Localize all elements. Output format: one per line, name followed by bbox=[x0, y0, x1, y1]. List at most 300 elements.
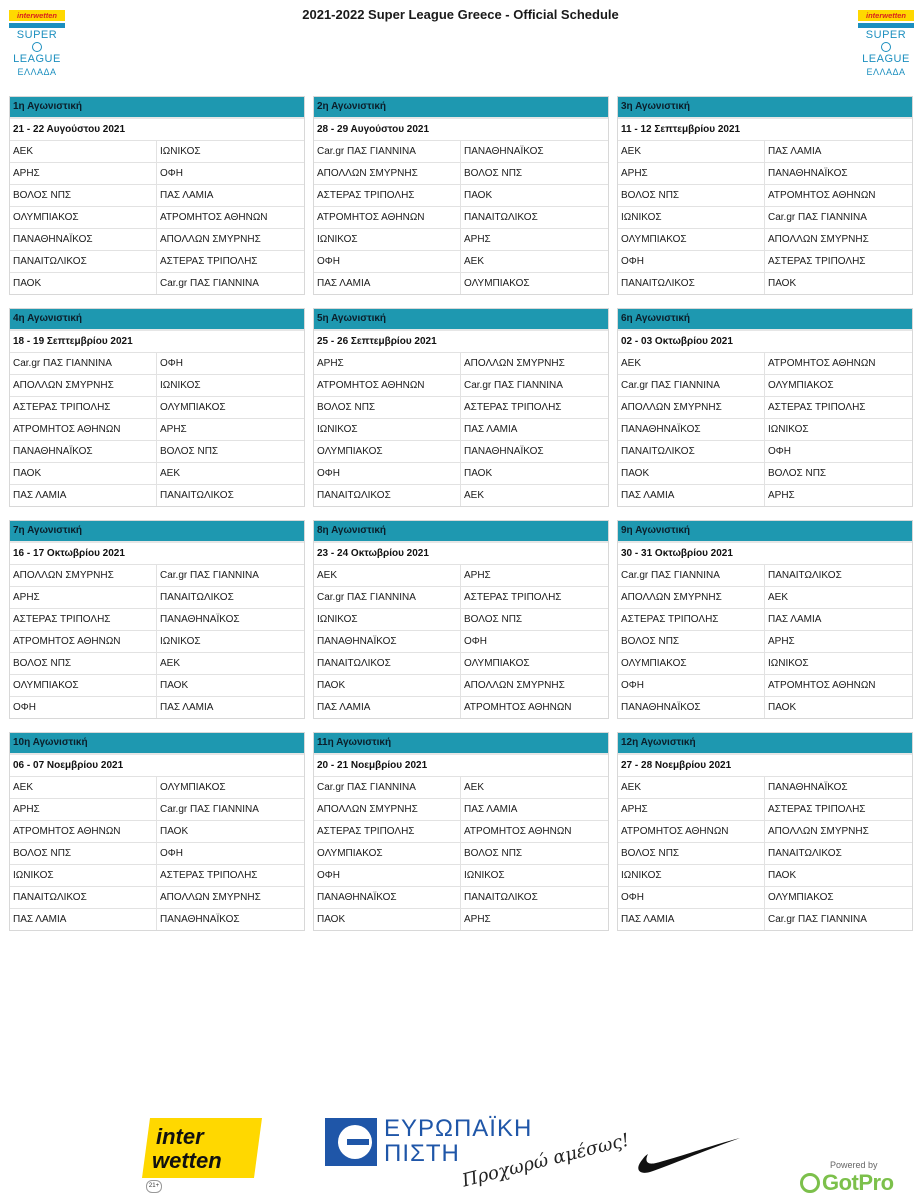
round-title: 9η Αγωνιστική bbox=[618, 521, 912, 543]
match-row bbox=[618, 565, 912, 587]
home-team: ΑΠΟΛΛΩΝ ΣΜΥΡΝΗΣ bbox=[10, 375, 157, 396]
match-row bbox=[618, 229, 912, 251]
match-row bbox=[314, 251, 608, 273]
page-title: 2021-2022 Super League Greece - Official Schedule bbox=[302, 7, 619, 22]
home-team: ΑΠΟΛΛΩΝ ΣΜΥΡΝΗΣ bbox=[314, 163, 461, 184]
interwetten-logo-line1: inter bbox=[156, 1124, 204, 1149]
home-team: ΙΩΝΙΚΟΣ bbox=[618, 865, 765, 886]
away-team: ΑΡΗΣ bbox=[464, 234, 491, 245]
match-row bbox=[618, 419, 912, 441]
match-row bbox=[618, 353, 912, 375]
logo-word-ellada: ΕΛΛΑΔΑ bbox=[17, 67, 57, 77]
round-date: 02 - 03 Οκτωβρίου 2021 bbox=[618, 331, 912, 353]
round-title: 2η Αγωνιστική bbox=[314, 97, 608, 119]
away-team: ΑΡΗΣ bbox=[464, 914, 491, 925]
away-team: Car.gr ΠΑΣ ΓΙΑΝΝΙΝΑ bbox=[464, 380, 563, 391]
match-row bbox=[10, 653, 304, 675]
home-team: ΑΠΟΛΛΩΝ ΣΜΥΡΝΗΣ bbox=[314, 799, 461, 820]
away-team: ΟΛΥΜΠΙΑΚΟΣ bbox=[768, 892, 834, 903]
home-team: Car.gr ΠΑΣ ΓΙΑΝΝΙΝΑ bbox=[618, 565, 765, 586]
logo-word-ellada: ΕΛΛΑΔΑ bbox=[866, 67, 906, 77]
match-row bbox=[10, 397, 304, 419]
home-team: ΑΕΚ bbox=[10, 777, 157, 798]
match-row bbox=[314, 675, 608, 697]
away-team: ΠΑΝΑΙΤΩΛΙΚΟΣ bbox=[160, 592, 234, 603]
away-team: ΑΠΟΛΛΩΝ ΣΜΥΡΝΗΣ bbox=[768, 826, 869, 837]
home-team: ΑΤΡΟΜΗΤΟΣ ΑΘΗΝΩΝ bbox=[618, 821, 765, 842]
away-team: ΠΑΝΑΙΤΩΛΙΚΟΣ bbox=[768, 848, 842, 859]
match-row bbox=[618, 441, 912, 463]
away-team: ΠΑΝΑΙΤΩΛΙΚΟΣ bbox=[768, 570, 842, 581]
home-team: ΠΑΝΑΘΗΝΑΪΚΟΣ bbox=[314, 887, 461, 908]
match-row bbox=[10, 375, 304, 397]
home-team: ΑΕΚ bbox=[618, 353, 765, 374]
match-row bbox=[618, 631, 912, 653]
home-team: ΠΑΣ ΛΑΜΙΑ bbox=[10, 909, 157, 930]
away-team: ΠΑΣ ΛΑΜΙΑ bbox=[768, 614, 822, 625]
home-team: ΑΤΡΟΜΗΤΟΣ ΑΘΗΝΩΝ bbox=[10, 419, 157, 440]
away-team: ΑΕΚ bbox=[768, 592, 789, 603]
away-team: ΠΑΟΚ bbox=[160, 826, 189, 837]
round-title: 10η Αγωνιστική bbox=[10, 733, 304, 755]
round-card bbox=[313, 732, 609, 931]
away-team: Car.gr ΠΑΣ ΓΙΑΝΝΙΝΑ bbox=[160, 804, 259, 815]
away-team: ΑΤΡΟΜΗΤΟΣ ΑΘΗΝΩΝ bbox=[768, 190, 876, 201]
home-team: ΑΡΗΣ bbox=[10, 587, 157, 608]
away-team: ΑΤΡΟΜΗΤΟΣ ΑΘΗΝΩΝ bbox=[768, 358, 876, 369]
away-team: ΠΑΝΑΘΗΝΑΪΚΟΣ bbox=[160, 914, 240, 925]
home-team: ΑΣΤΕΡΑΣ ΤΡΙΠΟΛΗΣ bbox=[618, 609, 765, 630]
match-row bbox=[618, 463, 912, 485]
match-row bbox=[10, 887, 304, 909]
round-date: 11 - 12 Σεπτεμβρίου 2021 bbox=[618, 119, 912, 141]
match-row bbox=[10, 485, 304, 506]
home-team: ΠΑΝΑΘΗΝΑΪΚΟΣ bbox=[10, 229, 157, 250]
logo-ball-icon bbox=[881, 42, 891, 52]
match-row bbox=[10, 799, 304, 821]
away-team: ΟΦΗ bbox=[768, 446, 791, 457]
match-row bbox=[314, 843, 608, 865]
away-team: ΑΣΤΕΡΑΣ ΤΡΙΠΟΛΗΣ bbox=[160, 870, 258, 881]
home-team: ΒΟΛΟΣ ΝΠΣ bbox=[10, 185, 157, 206]
eurobank-icon bbox=[325, 1118, 385, 1168]
round-card bbox=[617, 520, 913, 719]
match-row bbox=[10, 777, 304, 799]
away-team: ΑΣΤΕΡΑΣ ΤΡΙΠΟΛΗΣ bbox=[768, 256, 866, 267]
home-team: ΠΑΝΑΙΤΩΛΙΚΟΣ bbox=[10, 887, 157, 908]
round-date: 06 - 07 Νοεμβρίου 2021 bbox=[10, 755, 304, 777]
home-team: ΟΛΥΜΠΙΑΚΟΣ bbox=[10, 675, 157, 696]
match-row bbox=[10, 587, 304, 609]
home-team: ΑΕΚ bbox=[618, 141, 765, 162]
home-team: ΑΤΡΟΜΗΤΟΣ ΑΘΗΝΩΝ bbox=[314, 207, 461, 228]
home-team: ΑΡΗΣ bbox=[314, 353, 461, 374]
round-date: 16 - 17 Οκτωβρίου 2021 bbox=[10, 543, 304, 565]
away-team: ΑΕΚ bbox=[160, 658, 181, 669]
away-team: ΑΤΡΟΜΗΤΟΣ ΑΘΗΝΩΝ bbox=[160, 212, 268, 223]
away-team: ΠΑΟΚ bbox=[768, 870, 797, 881]
match-row bbox=[314, 397, 608, 419]
away-team: ΑΠΟΛΛΩΝ ΣΜΥΡΝΗΣ bbox=[464, 358, 565, 369]
away-team: ΑΡΗΣ bbox=[768, 636, 795, 647]
home-team: ΟΦΗ bbox=[314, 865, 461, 886]
home-team: ΒΟΛΟΣ ΝΠΣ bbox=[314, 397, 461, 418]
home-team: ΠΑΝΑΙΤΩΛΙΚΟΣ bbox=[314, 653, 461, 674]
match-row bbox=[10, 229, 304, 251]
match-row bbox=[314, 419, 608, 441]
home-team: ΑΤΡΟΜΗΤΟΣ ΑΘΗΝΩΝ bbox=[10, 631, 157, 652]
home-team: ΠΑΟΚ bbox=[618, 463, 765, 484]
home-team: ΠΑΝΑΘΗΝΑΪΚΟΣ bbox=[618, 419, 765, 440]
home-team: ΟΛΥΜΠΙΑΚΟΣ bbox=[618, 229, 765, 250]
away-team: ΑΕΚ bbox=[160, 468, 181, 479]
away-team: ΒΟΛΟΣ ΝΠΣ bbox=[464, 848, 523, 859]
home-team: ΠΑΣ ΛΑΜΙΑ bbox=[618, 485, 765, 506]
eurobank-slogan: Προχωρώ αμέσως! bbox=[460, 1129, 632, 1192]
home-team: ΑΣΤΕΡΑΣ ΤΡΙΠΟΛΗΣ bbox=[314, 185, 461, 206]
match-row bbox=[10, 163, 304, 185]
round-title: 7η Αγωνιστική bbox=[10, 521, 304, 543]
home-team: ΟΛΥΜΠΙΑΚΟΣ bbox=[618, 653, 765, 674]
round-card bbox=[9, 96, 305, 295]
match-row bbox=[10, 141, 304, 163]
round-card bbox=[9, 732, 305, 931]
home-team: ΠΑΣ ΛΑΜΙΑ bbox=[314, 697, 461, 718]
gotpro-text: GotPro bbox=[822, 1170, 894, 1195]
away-team: ΠΑΝΑΙΤΩΛΙΚΟΣ bbox=[464, 892, 538, 903]
gotpro-logo bbox=[800, 1170, 894, 1196]
home-team: ΠΑΟΚ bbox=[10, 273, 157, 294]
round-title: 8η Αγωνιστική bbox=[314, 521, 608, 543]
home-team: ΟΦΗ bbox=[10, 697, 157, 718]
away-team: ΠΑΣ ΛΑΜΙΑ bbox=[464, 804, 518, 815]
interwetten-logo-line2: wetten bbox=[152, 1148, 222, 1173]
logo-brand: interwetten bbox=[9, 10, 65, 21]
match-row bbox=[314, 463, 608, 485]
home-team: ΟΦΗ bbox=[314, 463, 461, 484]
away-team: ΙΩΝΙΚΟΣ bbox=[464, 870, 505, 881]
round-title: 3η Αγωνιστική bbox=[618, 97, 912, 119]
match-row bbox=[618, 207, 912, 229]
round-date: 25 - 26 Σεπτεμβρίου 2021 bbox=[314, 331, 608, 353]
home-team: ΟΛΥΜΠΙΑΚΟΣ bbox=[10, 207, 157, 228]
away-team: ΑΣΤΕΡΑΣ ΤΡΙΠΟΛΗΣ bbox=[464, 402, 562, 413]
match-row bbox=[10, 207, 304, 229]
away-team: ΑΤΡΟΜΗΤΟΣ ΑΘΗΝΩΝ bbox=[464, 702, 572, 713]
away-team: ΟΦΗ bbox=[464, 636, 487, 647]
away-team: ΠΑΣ ΛΑΜΙΑ bbox=[768, 146, 822, 157]
home-team: ΒΟΛΟΣ ΝΠΣ bbox=[10, 653, 157, 674]
home-team: ΑΕΚ bbox=[618, 777, 765, 798]
home-team: ΑΣΤΕΡΑΣ ΤΡΙΠΟΛΗΣ bbox=[314, 821, 461, 842]
away-team: ΟΛΥΜΠΙΑΚΟΣ bbox=[160, 402, 226, 413]
match-row bbox=[314, 777, 608, 799]
home-team: ΠΑΟΚ bbox=[314, 675, 461, 696]
home-team: ΑΤΡΟΜΗΤΟΣ ΑΘΗΝΩΝ bbox=[10, 821, 157, 842]
away-team: ΠΑΝΑΘΗΝΑΪΚΟΣ bbox=[464, 446, 544, 457]
home-team: ΠΑΝΑΙΤΩΛΙΚΟΣ bbox=[314, 485, 461, 506]
away-team: ΑΕΚ bbox=[464, 256, 485, 267]
home-team: ΑΕΚ bbox=[10, 141, 157, 162]
away-team: ΙΩΝΙΚΟΣ bbox=[160, 380, 201, 391]
logo-band bbox=[858, 23, 914, 28]
away-team: ΟΦΗ bbox=[160, 168, 183, 179]
round-title: 4η Αγωνιστική bbox=[10, 309, 304, 331]
away-team: ΠΑΝΑΘΗΝΑΪΚΟΣ bbox=[768, 782, 848, 793]
match-row bbox=[314, 821, 608, 843]
match-row bbox=[314, 273, 608, 294]
gotpro-icon bbox=[800, 1173, 820, 1193]
home-team: ΠΑΣ ΛΑΜΙΑ bbox=[10, 485, 157, 506]
home-team: Car.gr ΠΑΣ ΓΙΑΝΝΙΝΑ bbox=[618, 375, 765, 396]
round-date: 30 - 31 Οκτωβρίου 2021 bbox=[618, 543, 912, 565]
match-row bbox=[10, 675, 304, 697]
super-league-logo-right bbox=[858, 10, 914, 90]
logo-word-league: LEAGUE bbox=[13, 53, 61, 65]
match-row bbox=[314, 909, 608, 930]
home-team: ΙΩΝΙΚΟΣ bbox=[618, 207, 765, 228]
away-team: ΠΑΣ ΛΑΜΙΑ bbox=[464, 424, 518, 435]
logo-band bbox=[9, 23, 65, 28]
match-row bbox=[10, 865, 304, 887]
home-team: ΒΟΛΟΣ ΝΠΣ bbox=[618, 631, 765, 652]
home-team: ΠΑΝΑΙΤΩΛΙΚΟΣ bbox=[618, 441, 765, 462]
home-team: ΠΑΣ ΛΑΜΙΑ bbox=[618, 909, 765, 930]
match-row bbox=[10, 609, 304, 631]
away-team: ΟΛΥΜΠΙΑΚΟΣ bbox=[160, 782, 226, 793]
away-team: Car.gr ΠΑΣ ΓΙΑΝΝΙΝΑ bbox=[160, 278, 259, 289]
home-team: ΠΑΝΑΙΤΩΛΙΚΟΣ bbox=[618, 273, 765, 294]
away-team: ΙΩΝΙΚΟΣ bbox=[160, 636, 201, 647]
home-team: ΠΑΟΚ bbox=[10, 463, 157, 484]
home-team: Car.gr ΠΑΣ ΓΙΑΝΝΙΝΑ bbox=[314, 777, 461, 798]
match-row bbox=[618, 653, 912, 675]
round-date: 27 - 28 Νοεμβρίου 2021 bbox=[618, 755, 912, 777]
home-team: ΙΩΝΙΚΟΣ bbox=[314, 229, 461, 250]
away-team: ΒΟΛΟΣ ΝΠΣ bbox=[464, 614, 523, 625]
match-row bbox=[314, 587, 608, 609]
away-team: ΑΣΤΕΡΑΣ ΤΡΙΠΟΛΗΣ bbox=[160, 256, 258, 267]
match-row bbox=[314, 799, 608, 821]
home-team: Car.gr ΠΑΣ ΓΙΑΝΝΙΝΑ bbox=[314, 141, 461, 162]
match-row bbox=[618, 821, 912, 843]
away-team: ΟΛΥΜΠΙΑΚΟΣ bbox=[768, 380, 834, 391]
away-team: ΠΑΟΚ bbox=[464, 190, 493, 201]
round-card bbox=[9, 520, 305, 719]
home-team: ΑΡΗΣ bbox=[618, 163, 765, 184]
away-team: ΠΑΝΑΙΤΩΛΙΚΟΣ bbox=[464, 212, 538, 223]
away-team: ΑΠΟΛΛΩΝ ΣΜΥΡΝΗΣ bbox=[160, 892, 261, 903]
match-row bbox=[314, 141, 608, 163]
home-team: ΒΟΛΟΣ ΝΠΣ bbox=[618, 185, 765, 206]
match-row bbox=[618, 273, 912, 294]
match-row bbox=[618, 587, 912, 609]
logo-ball-icon bbox=[32, 42, 42, 52]
round-title: 11η Αγωνιστική bbox=[314, 733, 608, 755]
round-card bbox=[617, 732, 913, 931]
match-row bbox=[10, 251, 304, 273]
round-date: 18 - 19 Σεπτεμβρίου 2021 bbox=[10, 331, 304, 353]
home-team: ΟΦΗ bbox=[314, 251, 461, 272]
home-team: ΑΤΡΟΜΗΤΟΣ ΑΘΗΝΩΝ bbox=[314, 375, 461, 396]
match-row bbox=[314, 485, 608, 506]
home-team: ΠΑΝΑΘΗΝΑΪΚΟΣ bbox=[10, 441, 157, 462]
match-row bbox=[618, 843, 912, 865]
round-date: 20 - 21 Νοεμβρίου 2021 bbox=[314, 755, 608, 777]
home-team: ΑΠΟΛΛΩΝ ΣΜΥΡΝΗΣ bbox=[10, 565, 157, 586]
match-row bbox=[314, 865, 608, 887]
match-row bbox=[10, 273, 304, 294]
home-team: ΟΛΥΜΠΙΑΚΟΣ bbox=[314, 441, 461, 462]
match-row bbox=[314, 631, 608, 653]
match-row bbox=[314, 185, 608, 207]
match-row bbox=[10, 565, 304, 587]
away-team: ΠΑΟΚ bbox=[464, 468, 493, 479]
away-team: ΠΑΝΑΘΗΝΑΪΚΟΣ bbox=[768, 168, 848, 179]
away-team: Car.gr ΠΑΣ ΓΙΑΝΝΙΝΑ bbox=[768, 914, 867, 925]
away-team: ΑΤΡΟΜΗΤΟΣ ΑΘΗΝΩΝ bbox=[768, 680, 876, 691]
match-row bbox=[10, 463, 304, 485]
match-row bbox=[618, 185, 912, 207]
match-row bbox=[618, 865, 912, 887]
match-row bbox=[10, 843, 304, 865]
away-team: ΑΣΤΕΡΑΣ ΤΡΙΠΟΛΗΣ bbox=[768, 402, 866, 413]
away-team: ΑΡΗΣ bbox=[768, 490, 795, 501]
away-team: ΠΑΟΚ bbox=[768, 278, 797, 289]
home-team: ΙΩΝΙΚΟΣ bbox=[314, 419, 461, 440]
home-team: ΠΑΝΑΘΗΝΑΪΚΟΣ bbox=[314, 631, 461, 652]
home-team: ΟΦΗ bbox=[618, 675, 765, 696]
match-row bbox=[314, 441, 608, 463]
round-card bbox=[313, 96, 609, 295]
round-card bbox=[617, 308, 913, 507]
home-team: ΒΟΛΟΣ ΝΠΣ bbox=[10, 843, 157, 864]
age-restriction-badge: 21+ bbox=[146, 1180, 162, 1193]
away-team: ΑΡΗΣ bbox=[464, 570, 491, 581]
home-team: ΟΦΗ bbox=[618, 887, 765, 908]
home-team: ΑΣΤΕΡΑΣ ΤΡΙΠΟΛΗΣ bbox=[10, 397, 157, 418]
match-row bbox=[618, 609, 912, 631]
match-row bbox=[618, 887, 912, 909]
round-date: 23 - 24 Οκτωβρίου 2021 bbox=[314, 543, 608, 565]
round-date: 28 - 29 Αυγούστου 2021 bbox=[314, 119, 608, 141]
away-team: ΑΠΟΛΛΩΝ ΣΜΥΡΝΗΣ bbox=[768, 234, 869, 245]
match-row bbox=[314, 229, 608, 251]
match-row bbox=[10, 631, 304, 653]
away-team: ΠΑΝΑΘΗΝΑΪΚΟΣ bbox=[160, 614, 240, 625]
home-team: ΟΛΥΜΠΙΑΚΟΣ bbox=[314, 843, 461, 864]
match-row bbox=[618, 777, 912, 799]
home-team: ΑΠΟΛΛΩΝ ΣΜΥΡΝΗΣ bbox=[618, 397, 765, 418]
away-team: ΠΑΝΑΘΗΝΑΪΚΟΣ bbox=[464, 146, 544, 157]
away-team: ΠΑΟΚ bbox=[768, 702, 797, 713]
home-team: ΠΑΝΑΘΗΝΑΪΚΟΣ bbox=[618, 697, 765, 718]
eurobank-line2: ΠΙΣΤΗ bbox=[384, 1140, 460, 1167]
interwetten-logo bbox=[142, 1118, 262, 1178]
match-row bbox=[10, 185, 304, 207]
match-row bbox=[618, 397, 912, 419]
away-team: ΙΩΝΙΚΟΣ bbox=[160, 146, 201, 157]
round-card bbox=[617, 96, 913, 295]
away-team: ΑΠΟΛΛΩΝ ΣΜΥΡΝΗΣ bbox=[160, 234, 261, 245]
away-team: ΟΦΗ bbox=[160, 358, 183, 369]
away-team: ΑΕΚ bbox=[464, 490, 485, 501]
home-team: Car.gr ΠΑΣ ΓΙΑΝΝΙΝΑ bbox=[10, 353, 157, 374]
away-team: ΑΣΤΕΡΑΣ ΤΡΙΠΟΛΗΣ bbox=[768, 804, 866, 815]
match-row bbox=[618, 485, 912, 506]
away-team: ΠΑΣ ΛΑΜΙΑ bbox=[160, 702, 214, 713]
logo-word-super: SUPER bbox=[865, 29, 907, 41]
away-team: ΑΣΤΕΡΑΣ ΤΡΙΠΟΛΗΣ bbox=[464, 592, 562, 603]
home-team: ΟΦΗ bbox=[618, 251, 765, 272]
home-team: ΑΡΗΣ bbox=[10, 799, 157, 820]
match-row bbox=[10, 419, 304, 441]
away-team: ΑΡΗΣ bbox=[160, 424, 187, 435]
match-row bbox=[10, 353, 304, 375]
match-row bbox=[10, 697, 304, 718]
away-team: ΒΟΛΟΣ ΝΠΣ bbox=[768, 468, 827, 479]
logo-word-super: SUPER bbox=[16, 29, 58, 41]
round-date: 21 - 22 Αυγούστου 2021 bbox=[10, 119, 304, 141]
match-row bbox=[314, 207, 608, 229]
away-team: Car.gr ΠΑΣ ΓΙΑΝΝΙΝΑ bbox=[768, 212, 867, 223]
match-row bbox=[314, 565, 608, 587]
match-row bbox=[618, 141, 912, 163]
match-row bbox=[314, 609, 608, 631]
home-team: ΠΑΝΑΙΤΩΛΙΚΟΣ bbox=[10, 251, 157, 272]
away-team: ΒΟΛΟΣ ΝΠΣ bbox=[160, 446, 219, 457]
home-team: ΑΕΚ bbox=[314, 565, 461, 586]
logo-brand: interwetten bbox=[858, 10, 914, 21]
match-row bbox=[618, 163, 912, 185]
away-team: ΠΑΟΚ bbox=[160, 680, 189, 691]
home-team: ΙΩΝΙΚΟΣ bbox=[10, 865, 157, 886]
nike-swoosh-icon bbox=[636, 1136, 740, 1176]
match-row bbox=[10, 909, 304, 930]
round-card bbox=[9, 308, 305, 507]
home-team: ΑΡΗΣ bbox=[618, 799, 765, 820]
eurobank-line1: ΕΥΡΩΠΑΪΚΗ bbox=[384, 1115, 533, 1142]
match-row bbox=[314, 375, 608, 397]
home-team: ΑΡΗΣ bbox=[10, 163, 157, 184]
match-row bbox=[314, 353, 608, 375]
round-card bbox=[313, 308, 609, 507]
away-team: ΑΠΟΛΛΩΝ ΣΜΥΡΝΗΣ bbox=[464, 680, 565, 691]
match-row bbox=[618, 799, 912, 821]
away-team: ΒΟΛΟΣ ΝΠΣ bbox=[464, 168, 523, 179]
home-team: ΑΣΤΕΡΑΣ ΤΡΙΠΟΛΗΣ bbox=[10, 609, 157, 630]
away-team: ΠΑΝΑΙΤΩΛΙΚΟΣ bbox=[160, 490, 234, 501]
logo-word-league: LEAGUE bbox=[862, 53, 910, 65]
round-title: 1η Αγωνιστική bbox=[10, 97, 304, 119]
match-row bbox=[618, 909, 912, 930]
match-row bbox=[10, 441, 304, 463]
home-team: ΠΑΣ ΛΑΜΙΑ bbox=[314, 273, 461, 294]
match-row bbox=[10, 821, 304, 843]
match-row bbox=[618, 697, 912, 718]
away-team: ΠΑΣ ΛΑΜΙΑ bbox=[160, 190, 214, 201]
round-card bbox=[313, 520, 609, 719]
away-team: ΙΩΝΙΚΟΣ bbox=[768, 658, 809, 669]
match-row bbox=[618, 675, 912, 697]
home-team: ΠΑΟΚ bbox=[314, 909, 461, 930]
away-team: Car.gr ΠΑΣ ΓΙΑΝΝΙΝΑ bbox=[160, 570, 259, 581]
away-team: ΟΦΗ bbox=[160, 848, 183, 859]
match-row bbox=[314, 887, 608, 909]
away-team: ΑΤΡΟΜΗΤΟΣ ΑΘΗΝΩΝ bbox=[464, 826, 572, 837]
match-row bbox=[314, 697, 608, 718]
round-title: 6η Αγωνιστική bbox=[618, 309, 912, 331]
